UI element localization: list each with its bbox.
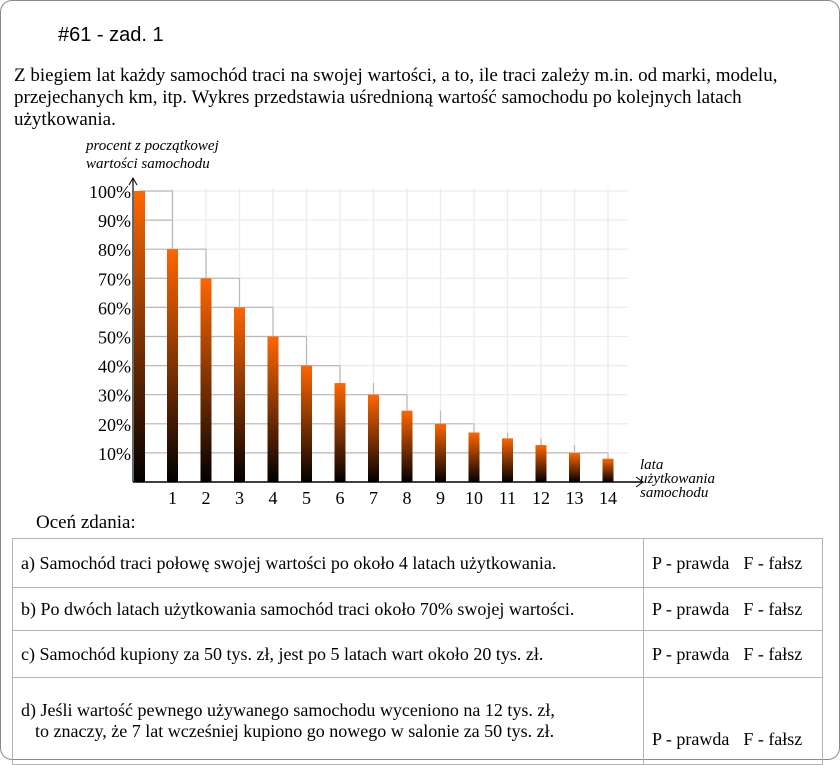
y-tick-label: 50% <box>98 327 131 348</box>
x-tick-label: 2 <box>201 488 211 508</box>
x-tick-label: 13 <box>565 488 584 508</box>
bar <box>569 453 580 482</box>
task-intro: Z biegiem lat każdy samochód traci na swojej wartości, a to, ile traci zależy m.in. od marki, modelu, przejechanych km, itp. Wykres przedstawia uśrednioną wartość samochodu po kolejnych latach użytkowania. <box>14 65 778 130</box>
x-tick-label: 5 <box>302 488 311 508</box>
y-tick-label: 70% <box>98 269 131 290</box>
bar <box>603 459 614 482</box>
statements-table <box>12 538 823 765</box>
answer-options <box>644 631 823 678</box>
answer-false-option[interactable]: F - fałsz <box>743 552 803 573</box>
bar <box>435 424 446 482</box>
x-tick-label: 3 <box>235 488 244 508</box>
statement-line2: to znaczy, że 7 lat wcześniej kupiono go nowego w salonie za 50 tys. zł. <box>35 721 555 741</box>
answer-true-option[interactable]: P - prawda <box>652 552 730 573</box>
bar <box>402 411 413 482</box>
x-tick-label: 12 <box>532 488 550 508</box>
x-tick-label: 11 <box>498 488 517 508</box>
x-tick-label: 4 <box>268 488 278 508</box>
x-axis-label-line3: samochodu <box>640 485 709 501</box>
bar <box>201 278 212 482</box>
x-tick-label: 9 <box>436 488 445 508</box>
y-tick-label: 20% <box>98 414 131 435</box>
statement-row <box>13 631 823 678</box>
answer-options <box>644 539 823 588</box>
grid <box>139 188 628 482</box>
y-tick-label: 80% <box>98 240 131 261</box>
task-title: #61 - zad. 1 <box>58 24 164 46</box>
bar <box>335 383 346 482</box>
bar <box>469 433 480 482</box>
statement-text <box>13 678 644 765</box>
answer-false-option[interactable]: F - fałsz <box>743 598 803 619</box>
bar <box>536 445 547 482</box>
y-tick-label: 100% <box>89 182 131 202</box>
bar <box>134 191 145 482</box>
bar <box>368 395 379 482</box>
assessment-heading: Oceń zdania: <box>36 512 136 533</box>
bar <box>502 438 513 482</box>
x-tick-label: 8 <box>402 488 412 508</box>
x-tick-label: 14 <box>599 488 617 508</box>
x-tick-label: 1 <box>168 488 177 508</box>
statement-line1: d) Jeśli wartość pewnego używanego samochodu wyceniono na 12 tys. zł, <box>21 700 555 720</box>
statement-row <box>13 588 823 631</box>
y-tick-label: 30% <box>98 385 131 406</box>
y-axis-label-line2: wartości samochodu <box>86 156 210 172</box>
statement-row <box>13 539 823 588</box>
statement-row <box>13 678 823 765</box>
x-axis-label-line1: lata <box>640 457 664 473</box>
bar <box>301 366 312 482</box>
y-tick-label: 40% <box>98 356 131 377</box>
answer-false-option[interactable]: F - fałsz <box>743 643 803 664</box>
y-tick-label: 60% <box>98 298 131 319</box>
y-tick-label: 90% <box>98 211 131 232</box>
bar <box>268 337 279 483</box>
y-tick-label: 10% <box>98 443 131 464</box>
x-tick-label: 7 <box>369 488 378 508</box>
answer-true-option[interactable]: P - prawda <box>652 598 730 619</box>
answer-options <box>644 588 823 631</box>
answer-false-option[interactable]: F - fałsz <box>743 729 803 749</box>
statement-text: b) Po dwóch latach użytkowania samochód traci około 70% swojej wartości. <box>13 588 644 631</box>
y-axis-label-line1: procent z początkowej <box>86 138 219 154</box>
answer-true-option[interactable]: P - prawda <box>652 643 730 664</box>
x-axis-label-line2: użytkowania <box>640 471 715 487</box>
answer-options <box>644 678 823 765</box>
statement-text: a) Samochód traci połowę swojej wartości po około 4 latach użytkowania. <box>13 539 644 588</box>
statement-text: c) Samochód kupiony za 50 tys. zł, jest po 5 latach wart około 20 tys. zł. <box>13 631 644 678</box>
bar <box>167 249 178 482</box>
x-tick-label: 6 <box>335 488 345 508</box>
bar <box>234 307 245 482</box>
answer-true-option[interactable]: P - prawda <box>652 729 730 749</box>
x-tick-label: 10 <box>465 488 483 508</box>
